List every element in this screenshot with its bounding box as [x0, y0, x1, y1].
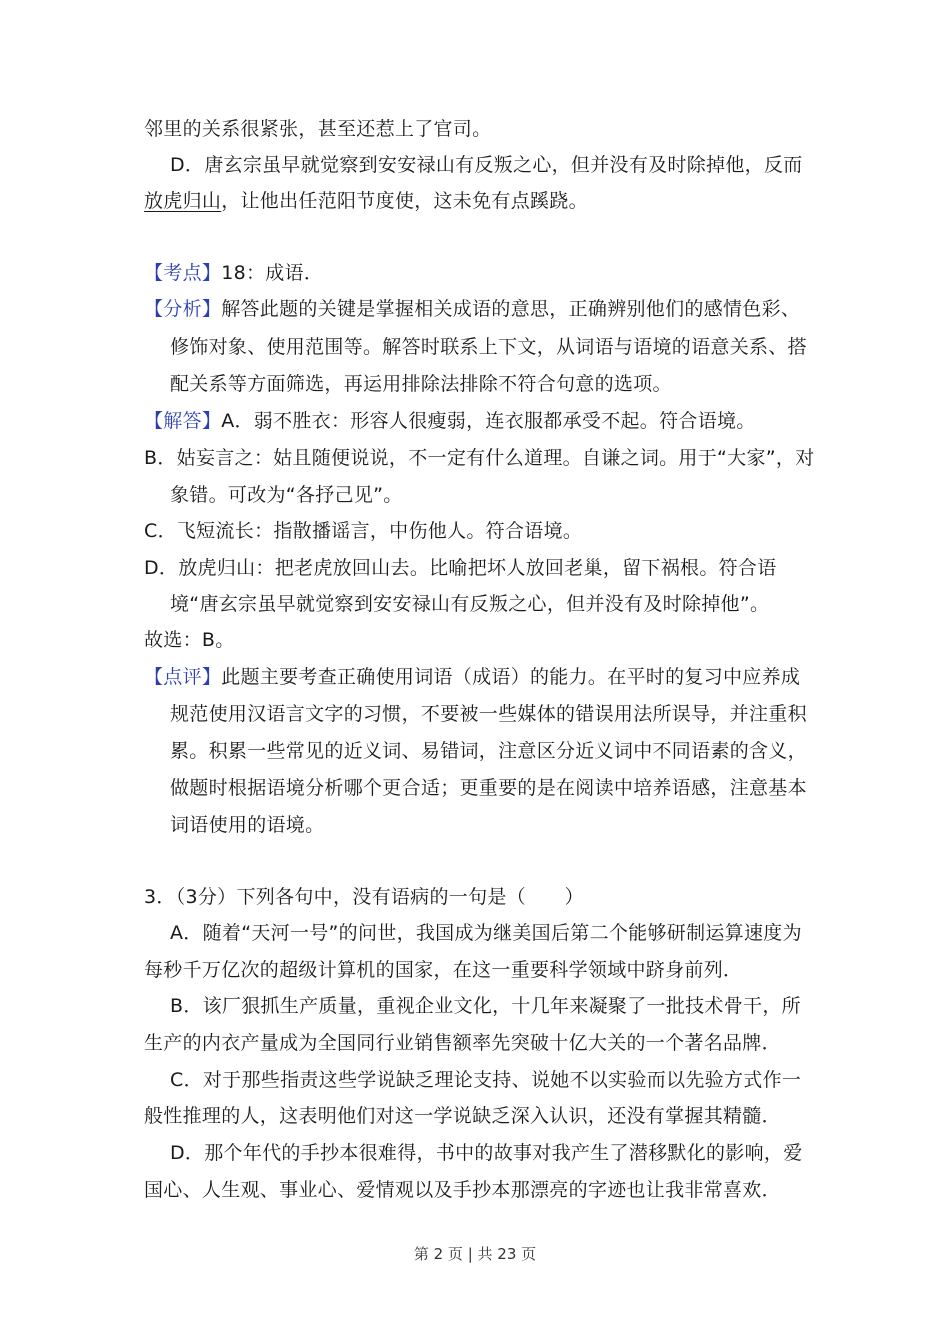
question-stem: 3．（3分）下列各句中，没有语病的一句是（ ）	[144, 886, 584, 908]
fenxi-tag: 【分析】	[144, 298, 222, 320]
option-a-line: A．随着“天河一号”的问世，我国成为继美国后第二个能够研制运算速度为	[170, 922, 802, 944]
jieda-tag: 【解答】	[144, 410, 222, 432]
dianping-text: 此题主要考查正确使用词语（成语）的能力。在平时的复习中应养成	[221, 666, 801, 688]
dianping-row	[144, 665, 800, 689]
option-a-line: 每秒千万亿次的超级计算机的国家，在这一重要科学领域中跻身前列．	[144, 959, 743, 981]
option-d-line: D．那个年代的手抄本很难得，书中的故事对我产生了潜移默化的影响，爱	[170, 1142, 803, 1164]
dianping-line: 累。积累一些常见的近义词、易错词，注意区分近义词中不同语素的含义，	[170, 740, 807, 762]
dianping-line: 词语使用的语境。	[170, 814, 325, 836]
answer-b-line: B．姑妄言之：姑且随便说说，不一定有什么道理。自谦之词。用于“大家”，对	[144, 447, 815, 469]
kaodian-row	[144, 261, 323, 285]
option-d-line: D．唐玄宗虽早就觉察到安安禄山有反叛之心，但并没有及时除掉他，反而	[170, 154, 803, 176]
kaodian-tag: 【考点】	[144, 262, 222, 284]
option-c-line: C．对于那些指责这些学说缺乏理论支持、说她不以实验而以先验方式作一	[170, 1069, 802, 1091]
underlined-idiom: 放虎归山	[144, 190, 222, 212]
final-answer: 故选：B。	[144, 629, 235, 651]
option-b-line: B．该厂狠抓生产质量，重视企业文化，十几年来凝聚了一批技术骨干，所	[170, 995, 801, 1017]
jieda-text: A．弱不胜衣：形容人很瘦弱，连衣服都承受不起。符合语境。	[221, 410, 756, 432]
fenxi-line: 修饰对象、使用范围等。解答时联系上下文，从词语与语境的语意关系、搭	[170, 336, 807, 358]
option-c-line: 般性推理的人，这表明他们对这一学说缺乏深入认识，还没有掌握其精髓．	[144, 1105, 781, 1127]
option-b-line: 生产的内衣产量成为全国同行业销售额率先突破十亿大关的一个著名品牌．	[144, 1032, 781, 1054]
option-d-line: 国心、人生观、事业心、爱情观以及手抄本那漂亮的字迹也让我非常喜欢．	[144, 1179, 781, 1201]
answer-c-line: C．飞短流长：指散播谣言，中伤他人。符合语境。	[144, 520, 583, 542]
fenxi-line: 配关系等方面筛选，再运用排除法排除不符合句意的选项。	[170, 373, 672, 395]
option-d-rest: ，让他出任范阳节度使，这未免有点蹊跷。	[221, 190, 588, 212]
option-d-continuation	[144, 189, 588, 213]
answer-b-line: 象错。可改为“各抒己见”。	[170, 484, 403, 506]
fenxi-text: 解答此题的关键是掌握相关成语的意思，正确辨别他们的感情色彩、	[221, 298, 801, 320]
kaodian-text: 18：成语．	[221, 262, 324, 284]
answer-d-line: 境“唐玄宗虽早就觉察到安安禄山有反叛之心，但并没有及时除掉他”。	[170, 593, 770, 615]
jieda-row	[144, 409, 756, 433]
dianping-line: 规范使用汉语言文字的习惯，不要被一些媒体的错误用法所误导，并注重积	[170, 703, 807, 725]
fenxi-row	[144, 297, 800, 321]
dianping-tag: 【点评】	[144, 666, 222, 688]
intro-line: 邻里的关系很紧张，甚至还惹上了官司。	[144, 118, 492, 140]
dianping-line: 做题时根据语境分析哪个更合适；更重要的是在阅读中培养语感，注意基本	[170, 777, 807, 799]
page-number: 第 2 页 | 共 23 页	[413, 1245, 537, 1263]
answer-d-line: D．放虎归山：把老虎放回山去。比喻把坏人放回老巢，留下祸根。符合语	[144, 557, 777, 579]
